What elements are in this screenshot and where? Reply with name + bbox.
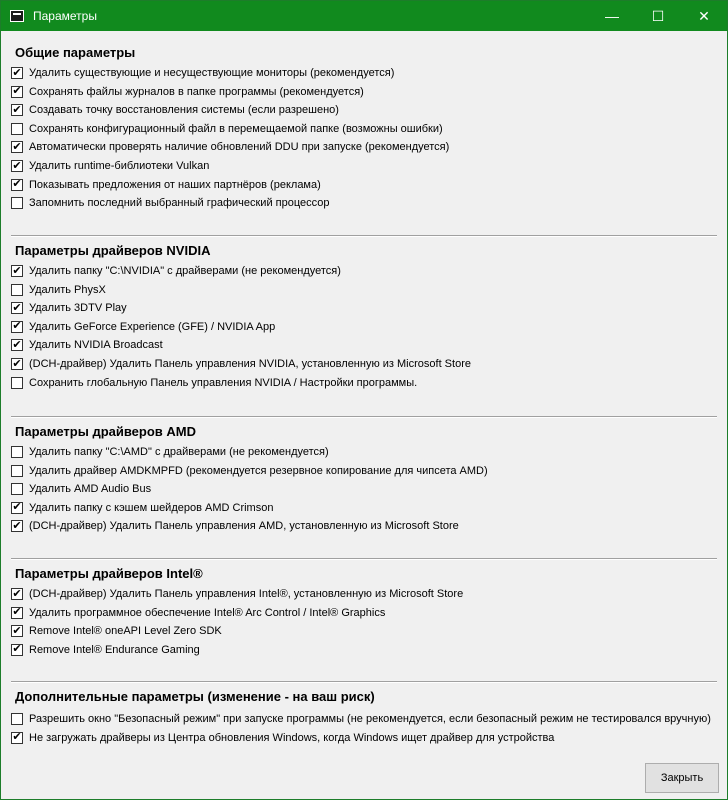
option-label: Remove Intel® Endurance Gaming: [29, 643, 200, 656]
section-title-amd: Параметры драйверов AMD: [15, 424, 196, 439]
option-label: Создавать точку восстановления системы (если разрешено): [29, 104, 339, 117]
section-divider: [11, 416, 717, 418]
option-label: Удалить AMD Audio Bus: [29, 483, 152, 496]
checkbox-nvidia-7[interactable]: [11, 377, 23, 389]
section-title-advanced: Дополнительные параметры (изменение - на ваш риск): [15, 689, 375, 704]
minimize-button[interactable]: [589, 1, 635, 31]
option-nvidia-7[interactable]: [11, 374, 417, 392]
option-general-5[interactable]: [11, 138, 449, 156]
checkbox-general-1[interactable]: [11, 67, 23, 79]
checkbox-nvidia-3[interactable]: [11, 302, 23, 314]
checkmark-icon: ✔: [12, 501, 22, 514]
option-general-8[interactable]: [11, 194, 330, 212]
checkbox-advanced-1[interactable]: [11, 713, 23, 725]
window-title: Параметры: [33, 9, 97, 23]
option-label: Удалить папку "C:\NVIDIA" с драйверами (не рекомендуется): [29, 265, 341, 277]
option-label: Сохранять конфигурационный файл в перемещаемой папке (возможны ошибки): [29, 122, 443, 135]
section-divider: [11, 558, 717, 560]
option-label: Удалить runtime-библиотеки Vulkan: [29, 160, 210, 172]
checkbox-nvidia-1[interactable]: [11, 265, 23, 277]
section-divider: [11, 681, 717, 683]
checkmark-icon: ✔: [12, 264, 22, 277]
checkbox-amd-2[interactable]: [11, 465, 23, 477]
checkbox-general-8[interactable]: [11, 197, 23, 209]
option-label: Удалить драйвер AMDKMPFD (рекомендуется резервное копирование для чипсета AMD): [29, 464, 488, 477]
option-label: Удалить NVIDIA Broadcast: [29, 339, 163, 352]
option-nvidia-5[interactable]: [11, 336, 163, 354]
option-advanced-2[interactable]: [11, 729, 554, 747]
option-label: Удалить папку "C:\AMD" с драйверами (не рекомендуется): [29, 446, 329, 458]
checkbox-intel-4[interactable]: [11, 644, 23, 656]
option-label: Удалить существующие и несуществующие мониторы (рекомендуется): [29, 67, 395, 79]
option-intel-3[interactable]: [11, 622, 222, 640]
section-title-nvidia: Параметры драйверов NVIDIA: [15, 243, 211, 258]
option-label: (DCH-драйвер) Удалить Панель управления Intel®, установленную из Microsoft Store: [29, 588, 464, 600]
checkbox-nvidia-5[interactable]: [11, 339, 23, 351]
option-nvidia-6[interactable]: [11, 355, 471, 373]
option-label: (DCH-драйвер) Удалить Панель управления AMD, установленную из Microsoft Store: [29, 520, 459, 533]
option-label: Удалить папку с кэшем шейдеров AMD Crimson: [29, 501, 274, 514]
option-intel-4[interactable]: [11, 641, 200, 659]
option-general-2[interactable]: [11, 83, 364, 101]
close-button[interactable]: Закрыть: [645, 763, 719, 793]
checkmark-icon: ✔: [12, 624, 22, 637]
checkmark-icon: ✔: [12, 140, 22, 153]
option-intel-1[interactable]: [11, 585, 463, 603]
close-window-button[interactable]: [681, 1, 727, 31]
option-amd-4[interactable]: [11, 499, 273, 517]
bottom-bar: [1, 753, 727, 799]
checkbox-intel-3[interactable]: [11, 625, 23, 637]
checkbox-general-7[interactable]: [11, 179, 23, 191]
checkmark-icon: ✔: [12, 159, 22, 172]
option-label: Запомнить последний выбранный графический процессор: [29, 197, 330, 210]
checkmark-icon: ✔: [12, 85, 22, 98]
option-label: Разрешить окно "Безопасный режим" при запуске программы (не рекомендуется, если безопасный режим не тестировался вручную): [29, 713, 711, 725]
maximize-button[interactable]: [635, 1, 681, 31]
checkbox-amd-3[interactable]: [11, 483, 23, 495]
option-label: Сохранять файлы журналов в папке программы (рекомендуется): [29, 85, 364, 98]
option-label: Удалить 3DTV Play: [29, 302, 127, 315]
checkbox-intel-1[interactable]: [11, 588, 23, 600]
close-icon: ✕: [698, 7, 710, 24]
option-amd-3[interactable]: [11, 480, 151, 498]
checkbox-nvidia-4[interactable]: [11, 321, 23, 333]
checkbox-general-4[interactable]: [11, 123, 23, 135]
option-general-1[interactable]: [11, 64, 394, 82]
option-amd-2[interactable]: [11, 462, 488, 480]
option-nvidia-3[interactable]: [11, 299, 127, 317]
option-amd-1[interactable]: [11, 443, 329, 461]
option-advanced-1[interactable]: [11, 710, 711, 728]
option-intel-2[interactable]: [11, 604, 385, 622]
section-title-general: Общие параметры: [15, 45, 136, 60]
minimize-icon: —: [605, 8, 619, 24]
checkmark-icon: ✔: [12, 519, 22, 532]
checkmark-icon: ✔: [12, 320, 22, 333]
checkbox-amd-5[interactable]: [11, 520, 23, 532]
option-label: Remove Intel® oneAPI Level Zero SDK: [29, 625, 222, 638]
checkmark-icon: ✔: [12, 301, 22, 314]
option-label: Автоматически проверять наличие обновлений DDU при запуске (рекомендуется): [29, 141, 450, 154]
window-controls: [589, 1, 727, 31]
maximize-icon: ☐: [651, 7, 665, 24]
checkmark-icon: ✔: [12, 643, 22, 656]
option-label: Удалить GeForce Experience (GFE) / NVIDIA App: [29, 320, 276, 333]
option-nvidia-2[interactable]: [11, 281, 106, 299]
section-divider: [11, 235, 717, 237]
checkbox-amd-1[interactable]: [11, 446, 23, 458]
option-general-3[interactable]: [11, 101, 339, 119]
option-label: Не загружать драйверы из Центра обновления Windows, когда Windows ищет драйвер для устройства: [29, 731, 555, 744]
checkmark-icon: ✔: [12, 66, 22, 79]
checkmark-icon: ✔: [12, 103, 22, 116]
checkmark-icon: ✔: [12, 606, 22, 619]
checkbox-nvidia-2[interactable]: [11, 284, 23, 296]
option-general-4[interactable]: [11, 120, 443, 138]
checkmark-icon: ✔: [12, 587, 22, 600]
option-nvidia-4[interactable]: [11, 318, 275, 336]
option-label: Показывать предложения от наших партнёров (реклама): [29, 178, 321, 191]
checkbox-general-3[interactable]: [11, 104, 23, 116]
section-title-intel: Параметры драйверов Intel®: [15, 566, 203, 581]
checkbox-nvidia-6[interactable]: [11, 358, 23, 370]
option-amd-5[interactable]: [11, 517, 459, 535]
option-nvidia-1[interactable]: [11, 262, 341, 280]
title-bar[interactable]: [1, 1, 727, 31]
checkbox-general-5[interactable]: [11, 141, 23, 153]
checkmark-icon: ✔: [12, 357, 22, 370]
checkmark-icon: ✔: [12, 178, 22, 191]
option-general-6[interactable]: [11, 157, 209, 175]
checkbox-advanced-2[interactable]: [11, 732, 23, 744]
checkbox-general-6[interactable]: [11, 160, 23, 172]
checkmark-icon: ✔: [12, 731, 22, 744]
option-label: Сохранить глобальную Панель управления NVIDIA / Настройки программы.: [29, 376, 418, 389]
checkbox-intel-2[interactable]: [11, 607, 23, 619]
option-general-7[interactable]: [11, 176, 321, 194]
checkbox-general-2[interactable]: [11, 86, 23, 98]
option-label: Удалить программное обеспечение Intel® Arc Control / Intel® Graphics: [29, 606, 386, 619]
option-label: Удалить PhysX: [29, 283, 106, 296]
checkbox-amd-4[interactable]: [11, 502, 23, 514]
option-label: (DCH-драйвер) Удалить Панель управления NVIDIA, установленную из Microsoft Store: [29, 358, 471, 370]
checkmark-icon: ✔: [12, 338, 22, 351]
app-icon: [10, 10, 24, 22]
